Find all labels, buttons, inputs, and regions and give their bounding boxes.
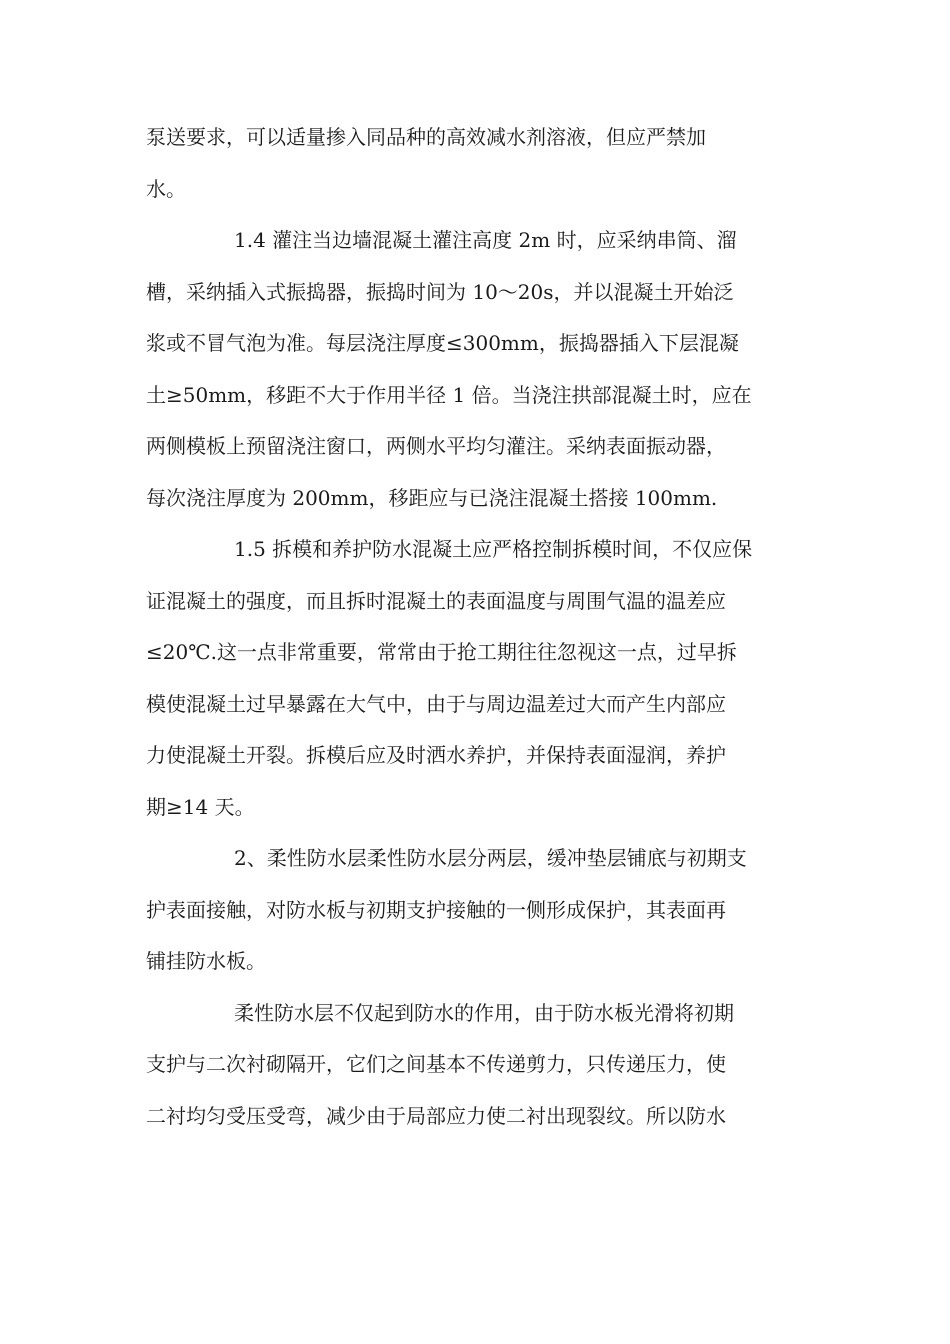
text-line: 期≥14 天。	[146, 794, 255, 819]
text-line: 模使混凝土过早暴露在大气中，由于与周边温差过大而产生内部应	[146, 691, 726, 716]
text-line: 每次浇注厚度为 200mm，移距应与已浇注混凝土搭接 100mm.	[146, 485, 718, 510]
text-line: 支护与二次衬砌隔开，它们之间基本不传递剪力，只传递压力，使	[146, 1052, 726, 1076]
paragraph-start-line: 1.4 灌注当边墙混凝土灌注高度 2m 时，应采纳串筒、溜	[234, 228, 737, 252]
text-line: 槽，采纳插入式振捣器，振捣时间为 10～20s，并以混凝土开始泛	[146, 279, 734, 304]
text-line: 浆或不冒气泡为准。每层浇注厚度≤300mm，振捣器插入下层混凝	[146, 331, 739, 355]
text-line: 二衬均匀受压受弯，减少由于局部应力使二衬出现裂纹。所以防水	[146, 1103, 726, 1128]
text-line: 铺挂防水板。	[146, 949, 266, 973]
text-line: 证混凝土的强度，而且拆时混凝土的表面温度与周围气温的温差应	[146, 588, 726, 613]
text-line: ≤20℃.这一点非常重要，常常由于抢工期往往忽视这一点，过早拆	[146, 640, 737, 664]
text-line: 护表面接触，对防水板与初期支护接触的一侧形成保护，其表面再	[146, 897, 726, 922]
body-text	[146, 117, 806, 1147]
paragraph-start-line: 柔性防水层不仅起到防水的作用，由于防水板光滑将初期	[234, 1000, 734, 1025]
text-line: 土≥50mm，移距不大于作用半径 1 倍。当浇注拱部混凝土时，应在	[146, 382, 752, 407]
paragraph-start-line: 2、柔性防水层柔性防水层分两层，缓冲垫层铺底与初期支	[234, 846, 747, 870]
text-line: 两侧模板上预留浇注窗口，两侧水平均匀灌注。采纳表面振动器，	[146, 434, 726, 458]
text-line: 水。	[146, 176, 186, 201]
text-line: 泵送要求，可以适量掺入同品种的高效减水剂溶液，但应严禁加	[146, 125, 706, 149]
paragraph-start-line: 1.5 拆模和养护防水混凝土应严格控制拆模时间，不仅应保	[234, 537, 753, 561]
text-line: 力使混凝土开裂。拆模后应及时洒水养护，并保持表面湿润，养护	[146, 743, 726, 767]
